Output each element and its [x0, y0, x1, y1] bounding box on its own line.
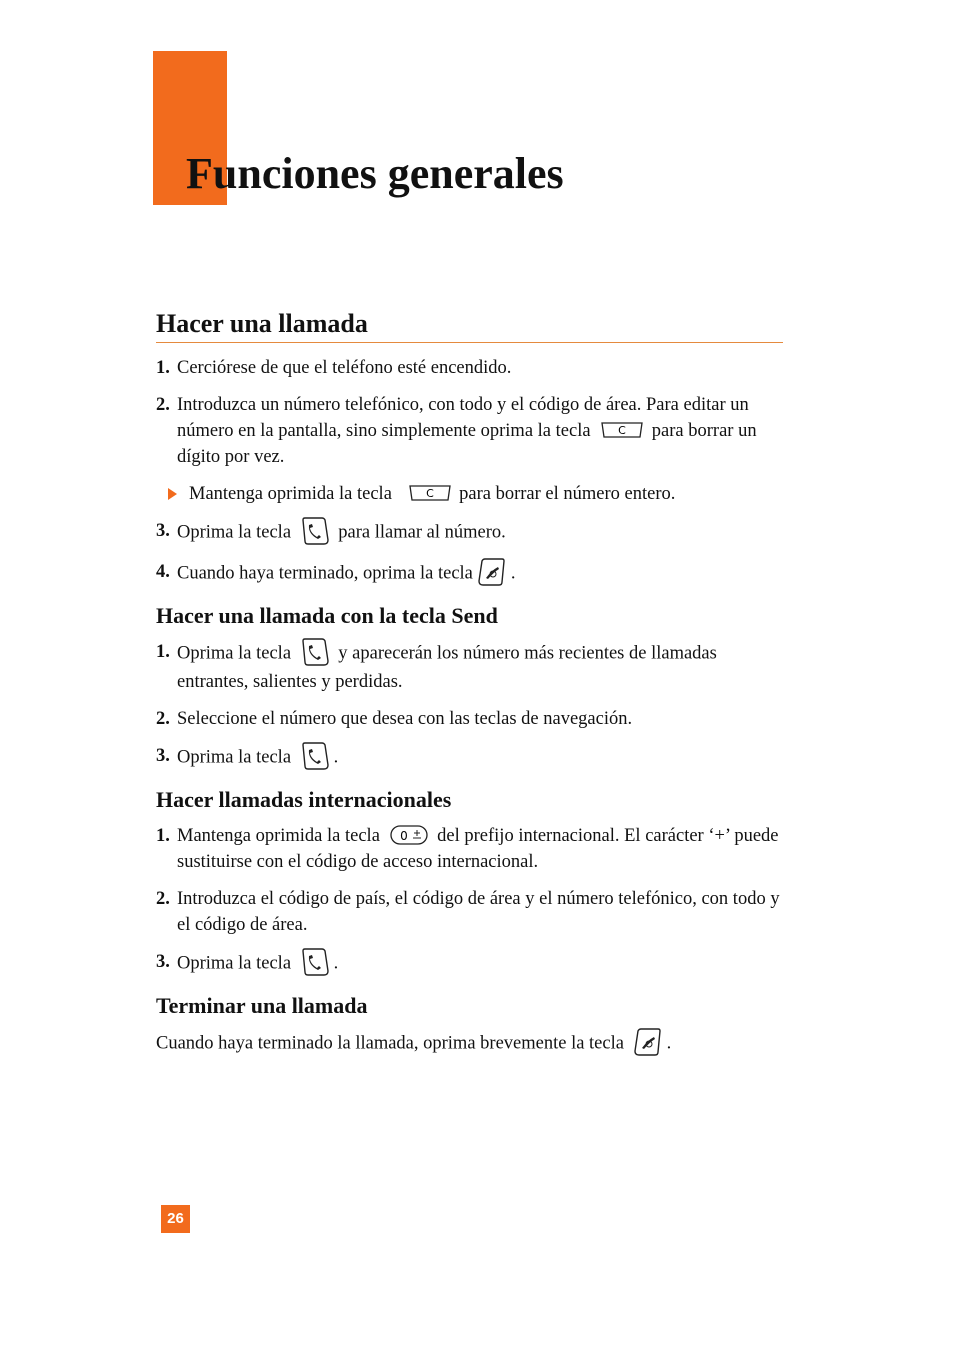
- item-text: [177, 518, 783, 548]
- item-number: 3.: [156, 521, 170, 541]
- item-number: 1.: [156, 358, 170, 378]
- list-item: [156, 823, 783, 875]
- item-text: [177, 392, 783, 470]
- item-text-part: Oprima la tecla: [177, 953, 292, 974]
- end-call-paragraph: [156, 1029, 783, 1059]
- section-heading-terminar: Terminar una llamada: [156, 993, 368, 1018]
- item-text: [177, 743, 783, 773]
- clear-key-label: C: [425, 486, 434, 500]
- list-item: [156, 559, 783, 589]
- item-number: 2.: [156, 889, 170, 909]
- item-text-part: Oprima la tecla: [177, 643, 292, 664]
- section-heading-send: Hacer una llamada con la tecla Send: [156, 603, 498, 628]
- item-text-part: Mantenga oprimida la tecla: [177, 826, 380, 846]
- zero-key-label: 0: [399, 828, 408, 843]
- send-key-icon: [300, 947, 330, 977]
- list-item: [156, 949, 783, 979]
- content: [156, 307, 783, 1059]
- zero-plus-key-icon: [389, 824, 429, 846]
- triangle-bullet-icon: [168, 488, 177, 500]
- item-text-part: .: [333, 953, 339, 974]
- item-text: Introduzca el código de país, el código de área y el número telefónico, con todo y el código de área.: [177, 889, 780, 935]
- paragraph-text-part: .: [666, 1033, 672, 1054]
- item-number: 3.: [156, 746, 170, 766]
- bullet-text: [189, 481, 783, 507]
- item-number: 2.: [156, 395, 170, 415]
- item-text-part: para llamar al número.: [338, 522, 506, 543]
- end-key-icon: [477, 557, 507, 587]
- end-key-icon: [633, 1027, 663, 1057]
- list-item: [156, 392, 783, 470]
- list-item: [156, 886, 783, 938]
- item-text-part: Oprima la tecla: [177, 747, 292, 768]
- section-heading-internacionales: Hacer llamadas internacionales: [156, 787, 452, 812]
- list-item: [156, 743, 783, 773]
- item-text-part: .: [510, 563, 516, 584]
- item-text-part: Oprima la tecla: [177, 522, 292, 543]
- section-heading-hacer-llamada: Hacer una llamada: [156, 307, 783, 343]
- list-item: [156, 518, 783, 548]
- item-text-part: Introduzca un número telefónico, con todo y el código de área. Para editar un número en la pantalla, sino simplemente oprima la tecla: [177, 395, 749, 441]
- page-title: Funciones generales: [186, 149, 564, 198]
- clear-key-icon: [407, 483, 451, 503]
- item-number: 2.: [156, 709, 170, 729]
- send-key-icon: [300, 741, 330, 771]
- item-text-part: Cuando haya terminado, oprima la tecla: [177, 563, 473, 584]
- clear-key-icon: [599, 420, 643, 440]
- paragraph-text-part: Cuando haya terminado la llamada, oprima brevemente la tecla: [156, 1033, 624, 1054]
- send-key-icon: [300, 637, 330, 667]
- list-item: [156, 355, 783, 381]
- item-text: Cerciórese de que el teléfono esté encendido.: [177, 358, 512, 378]
- item-text: Seleccione el número que desea con las teclas de navegación.: [177, 709, 633, 729]
- bullet-text-part: para borrar el número entero.: [459, 484, 676, 504]
- send-key-icon: [300, 516, 330, 546]
- item-text-part: .: [333, 747, 339, 768]
- item-text: [177, 823, 783, 875]
- item-number: 1.: [156, 826, 170, 846]
- item-text-part: para borrar un dígito por vez.: [177, 421, 757, 467]
- item-text: [177, 559, 783, 589]
- item-text-part: y aparecerán los número más recientes de llamadas entrantes, salientes y perdidas.: [177, 643, 717, 692]
- item-number: 1.: [156, 642, 170, 662]
- list-item: [156, 706, 783, 732]
- page-number: 26: [161, 1205, 190, 1233]
- clear-key-label: C: [618, 423, 627, 437]
- item-text: [177, 639, 783, 695]
- item-number: 3.: [156, 952, 170, 972]
- list-item: [156, 639, 783, 695]
- bullet-text-part: Mantenga oprimida la tecla: [189, 484, 392, 504]
- bullet-item: [156, 481, 783, 507]
- item-text-part: del prefijo internacional. El carácter ‘+’ puede sustituirse con el código de acceso internacional.: [177, 826, 779, 872]
- item-text: [177, 949, 783, 979]
- item-number: 4.: [156, 562, 170, 582]
